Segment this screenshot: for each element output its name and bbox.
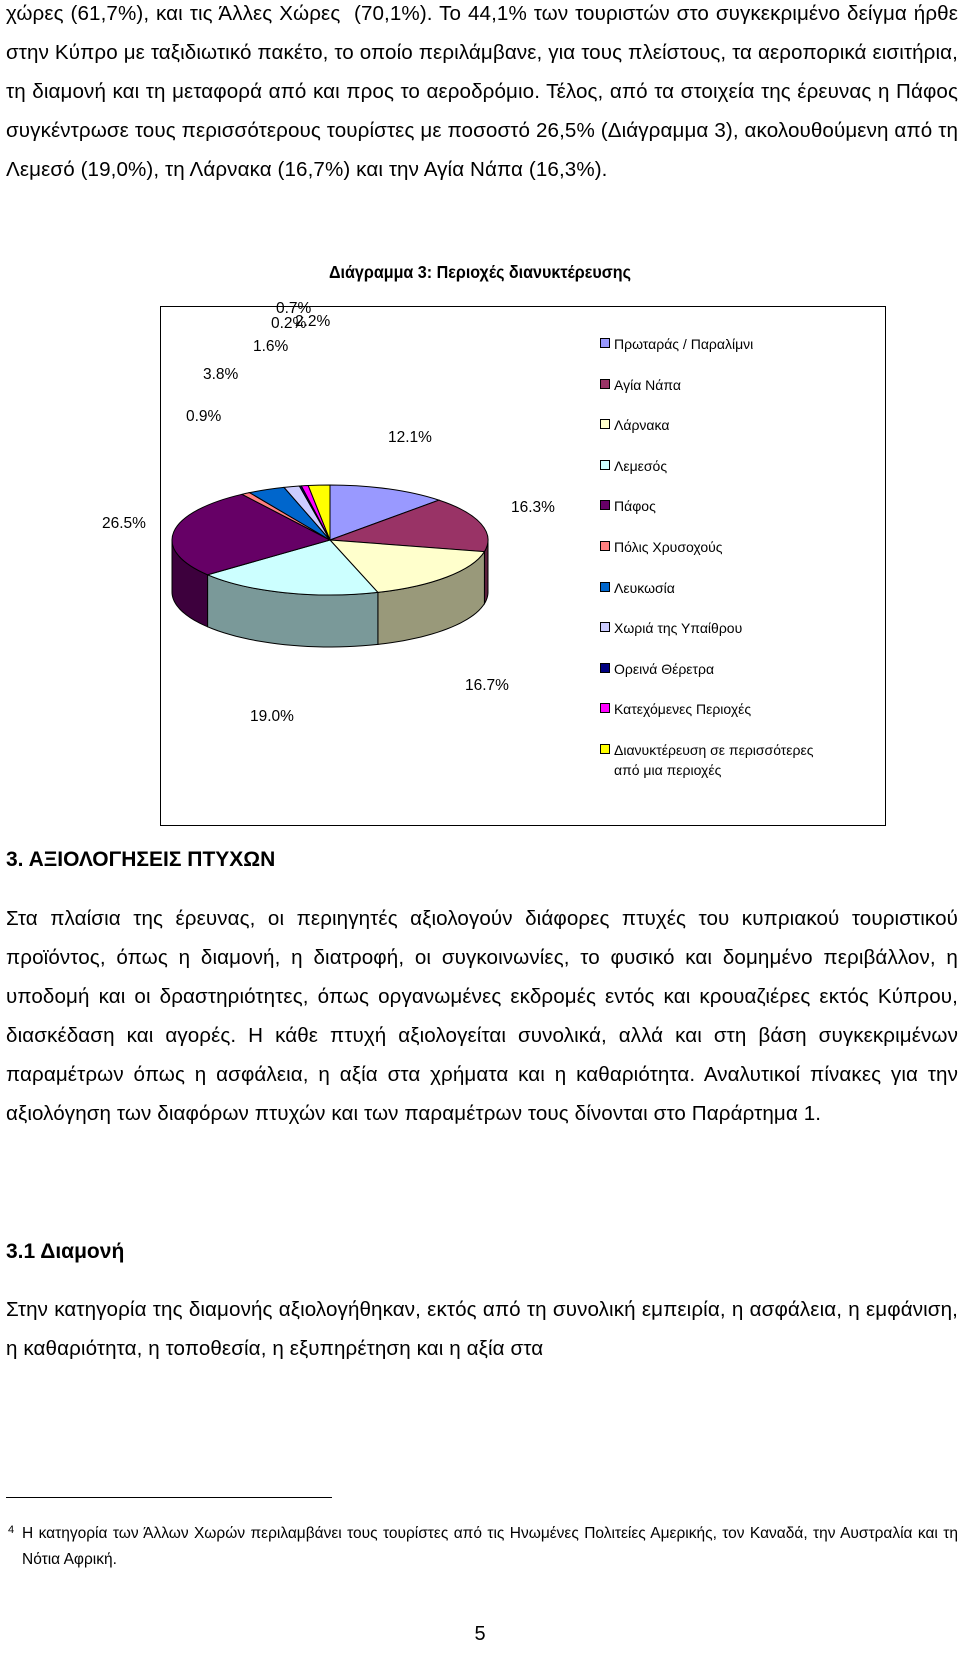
footnote-text: Η κατηγορία των Άλλων Χωρών περιλαμβάνει τους τουρίστες από τις Ηνωμένες Πολιτείες Αμερικής, τον Καναδά, την Αυστραλία και τη Νότια Αφρική. [22, 1525, 958, 1568]
paragraph-intro-text-b: (70,1%). Το 44,1% των τουριστών στο συγκεκριμένο δείγμα ήρθε στην Κύπρο με ταξιδιωτικό πακέτο, το οποίο περιλάμβανε, για τους πλείστους, τα αεροπορικά εισιτήρια, τη διαμονή και τη μεταφορά από και προς το αεροδρόμιο. Τέλος, από τα στοιχεία της έρευνας η Πάφος συγκέντρωσε τους περισσότερους τουρίστες με ποσοστό 26,5% (Διάγραμμα 3), ακολουθούμενη από τη Λεμεσό (19,0%), τη Λάρνακα (16,7%) και την Αγία Νάπα (16,3%). [6, 2, 958, 181]
legend-label-5: Πάφος [614, 498, 656, 515]
legend-swatch-1 [600, 338, 610, 348]
legend-label-7: Λευκωσία [614, 579, 675, 596]
legend-swatch-4 [600, 460, 610, 470]
footnote-divider [6, 1497, 332, 1498]
legend-swatch-9 [600, 663, 610, 673]
legend-label-10: Κατεχόμενες Περιοχές [614, 701, 752, 718]
section-heading-evaluations: 3. ΑΞΙΟΛΟΓΗΣΕΙΣ ΠΤΥΧΩΝ [6, 848, 276, 871]
legend-swatch-10 [600, 703, 610, 713]
pie-data-label-5: 26.5% [102, 515, 146, 532]
pie-data-label-9: 0.2% [271, 315, 307, 332]
chart-title: Διάγραμμα 3: Περιοχές διανυκτέρευσης [328, 262, 632, 282]
pie-data-label-10: 0.7% [276, 300, 312, 317]
pie-data-label-11: 2.2% [295, 313, 331, 330]
legend-label-9: Ορεινά Θέρετρα [614, 660, 715, 677]
paragraph-intro-text-a: χώρες (61,7%), και τις Άλλες Χώρες [6, 2, 341, 25]
legend-label-2: Αγία Νάπα [614, 376, 681, 393]
pie-data-label-4: 19.0% [250, 708, 294, 725]
paragraph-evaluations: Στα πλαίσια της έρευνας, οι περιηγητές αξιολογούν διάφορες πτυχές του κυπριακού τουριστικού προϊόντος, όπως η διαμονή, η διατροφή, οι συγκοινωνίες, το φυσικό και δομημένο περιβάλλον, η υποδομή και οι δραστηριότητες, όπως οργανωμένες εκδρομές εντός και κρουαζιέρες εκτός Κύπρου, διασκέδαση και αγορές. Η κάθε πτυχή αξιολογείται συνολικά, αλλά και στη βάση συγκεκριμένων παραμέτρων όπως η ασφάλεια, η αξία στα χρήματα και η καθαριότητα. Αναλυτικοί πίνακες για την αξιολόγηση των διαφόρων πτυχών και των παραμέτρων τους δίνονται στο Παράρτημα 1. [6, 907, 958, 1125]
footnote [8, 1521, 958, 1573]
pie-data-label-7: 3.8% [203, 366, 239, 383]
pie-data-label-2: 16.3% [511, 499, 555, 516]
legend-label-6: Πόλις Χρυσοχούς [614, 539, 723, 555]
section-heading-accommodation: 3.1 Διαμονή [6, 1240, 125, 1263]
pie-data-label-6: 0.9% [186, 408, 222, 425]
legend-swatch-3 [600, 419, 610, 429]
legend-swatch-11 [600, 744, 610, 754]
legend-swatch-6 [600, 541, 610, 551]
pie-data-label-8: 1.6% [253, 338, 289, 355]
pie-data-label-1: 12.1% [388, 429, 432, 446]
paragraph-accommodation: Στην κατηγορία της διαμονής αξιολογήθηκαν, εκτός από τη συνολική εμπειρία, η ασφάλεια, η εμφάνιση, η καθαριότητα, η τοποθεσία, η εξυπηρέτηση και η αξία στα [6, 1298, 958, 1360]
pie-data-label-3: 16.7% [465, 677, 509, 694]
legend-label-11: Διανυκτέρευση σε περισσότερες από μια περιοχές [614, 742, 814, 778]
legend-swatch-7 [600, 582, 610, 592]
page-number: 5 [474, 1623, 486, 1645]
legend-swatch-2 [600, 379, 610, 389]
legend-label-1: Πρωταράς / Παραλίμνι [614, 336, 754, 352]
footnote-mark: 4 [8, 1524, 15, 1536]
legend-swatch-8 [600, 622, 610, 632]
legend-swatch-5 [600, 500, 610, 510]
legend-label-4: Λεμεσός [614, 457, 668, 474]
legend-label-3: Λάρνακα [614, 417, 670, 434]
legend-label-8: Χωριά της Υπαίθρου [614, 620, 743, 637]
